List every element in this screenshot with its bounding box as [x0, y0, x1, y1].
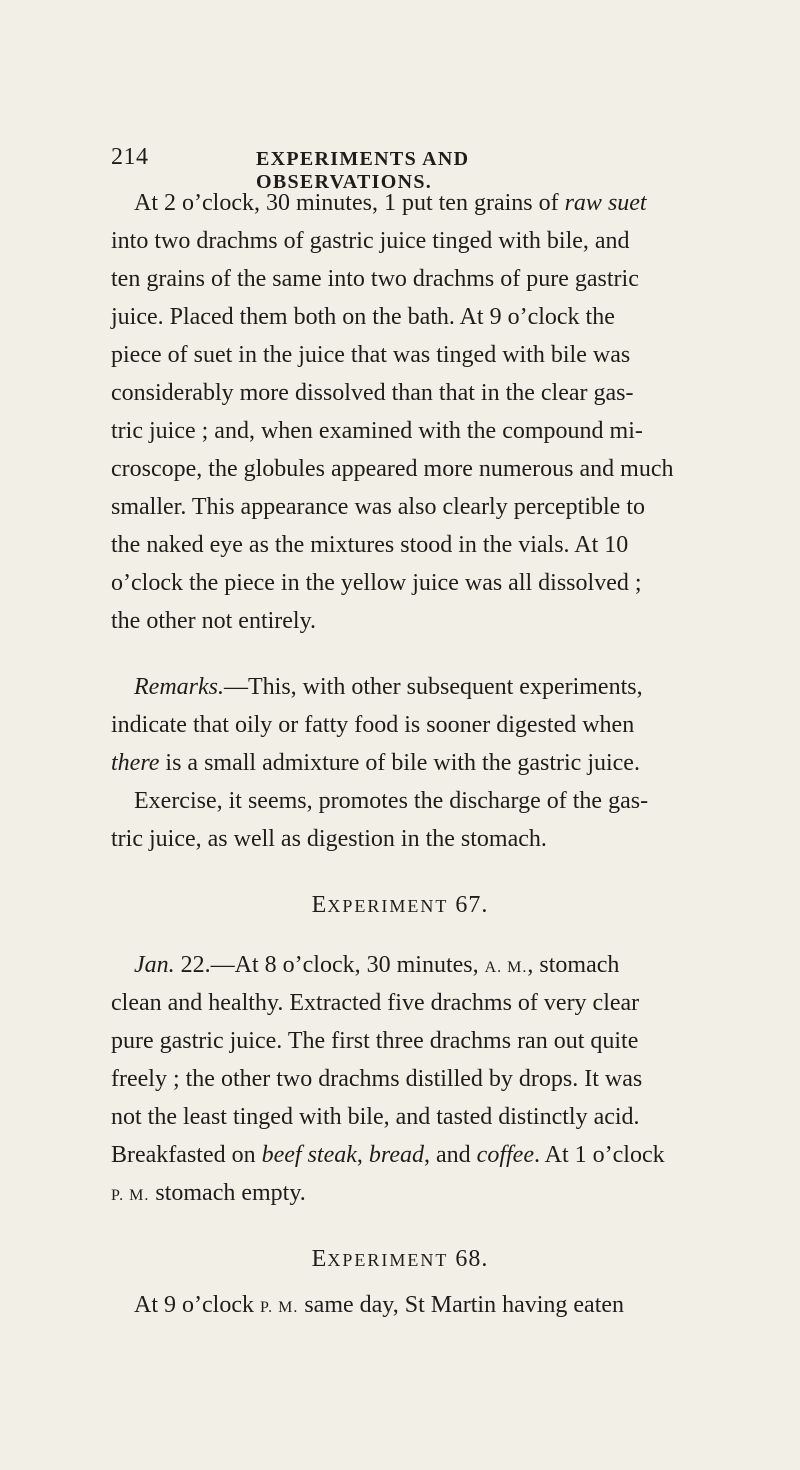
- remarks-line-2: indicate that oily or fatty food is sooner digested when: [111, 712, 635, 738]
- remarks-line-4: Exercise, it seems, promotes the discharge of the gas-: [134, 788, 649, 814]
- paragraph-1-line-9: smaller. This appearance was also clearly perceptible to: [111, 494, 645, 520]
- paragraph-1-line-10: the naked eye as the mixtures stood in the vials. At 10: [111, 532, 629, 558]
- experiment-67-line-6: Breakfasted on beef steak, bread, and coffee. At 1 o’clock: [111, 1142, 665, 1168]
- experiment-67-line-4: freely ; the other two drachms distilled by drops. It was: [111, 1066, 643, 1092]
- experiment-67-heading: EXPERIMENT 67.: [311, 892, 489, 918]
- experiment-67-line-1: Jan. 22.—At 8 o’clock, 30 minutes, A. M., stomach: [134, 952, 620, 978]
- experiment-67-line-5: not the least tinged with bile, and tasted distinctly acid.: [111, 1104, 640, 1130]
- paragraph-1-line-12: the other not entirely.: [111, 608, 317, 634]
- experiment-68-heading: EXPERIMENT 68.: [311, 1246, 489, 1272]
- paragraph-1-line-11: o’clock the piece in the yellow juice was all dissolved ;: [111, 570, 642, 596]
- page-number: 214: [111, 144, 149, 170]
- paragraph-1-line-8: croscope, the globules appeared more numerous and much: [111, 456, 674, 482]
- experiment-68-line-1: At 9 o’clock P. M. same day, St Martin having eaten: [134, 1292, 625, 1318]
- experiment-67-line-3: pure gastric juice. The first three drachms ran out quite: [111, 1028, 639, 1054]
- paragraph-1-line-6: considerably more dissolved than that in the clear gas-: [111, 380, 634, 406]
- remarks-line-1: Remarks.—This, with other subsequent experiments,: [134, 674, 643, 700]
- page-header: [111, 144, 631, 193]
- remarks-line-5: tric juice, as well as digestion in the stomach.: [111, 826, 547, 852]
- paragraph-1-line-3: ten grains of the same into two drachms of pure gastric: [111, 266, 639, 292]
- running-head: EXPERIMENTS AND OBSERVATIONS.: [256, 148, 470, 193]
- paragraph-1-line-1: At 2 o’clock, 30 minutes, 1 put ten grains of raw suet: [134, 190, 647, 216]
- paragraph-1-line-7: tric juice ; and, when examined with the compound mi-: [111, 418, 643, 444]
- experiment-67-line-7: P. M. stomach empty.: [111, 1180, 306, 1206]
- paragraph-1-line-5: piece of suet in the juice that was tinged with bile was: [111, 342, 631, 368]
- experiment-67-line-2: clean and healthy. Extracted five drachms of very clear: [111, 990, 640, 1016]
- paragraph-1-line-4: juice. Placed them both on the bath. At 9 o’clock the: [111, 304, 615, 330]
- paragraph-1-line-2: into two drachms of gastric juice tinged with bile, and: [111, 228, 630, 254]
- remarks-line-3: there is a small admixture of bile with the gastric juice.: [111, 750, 640, 776]
